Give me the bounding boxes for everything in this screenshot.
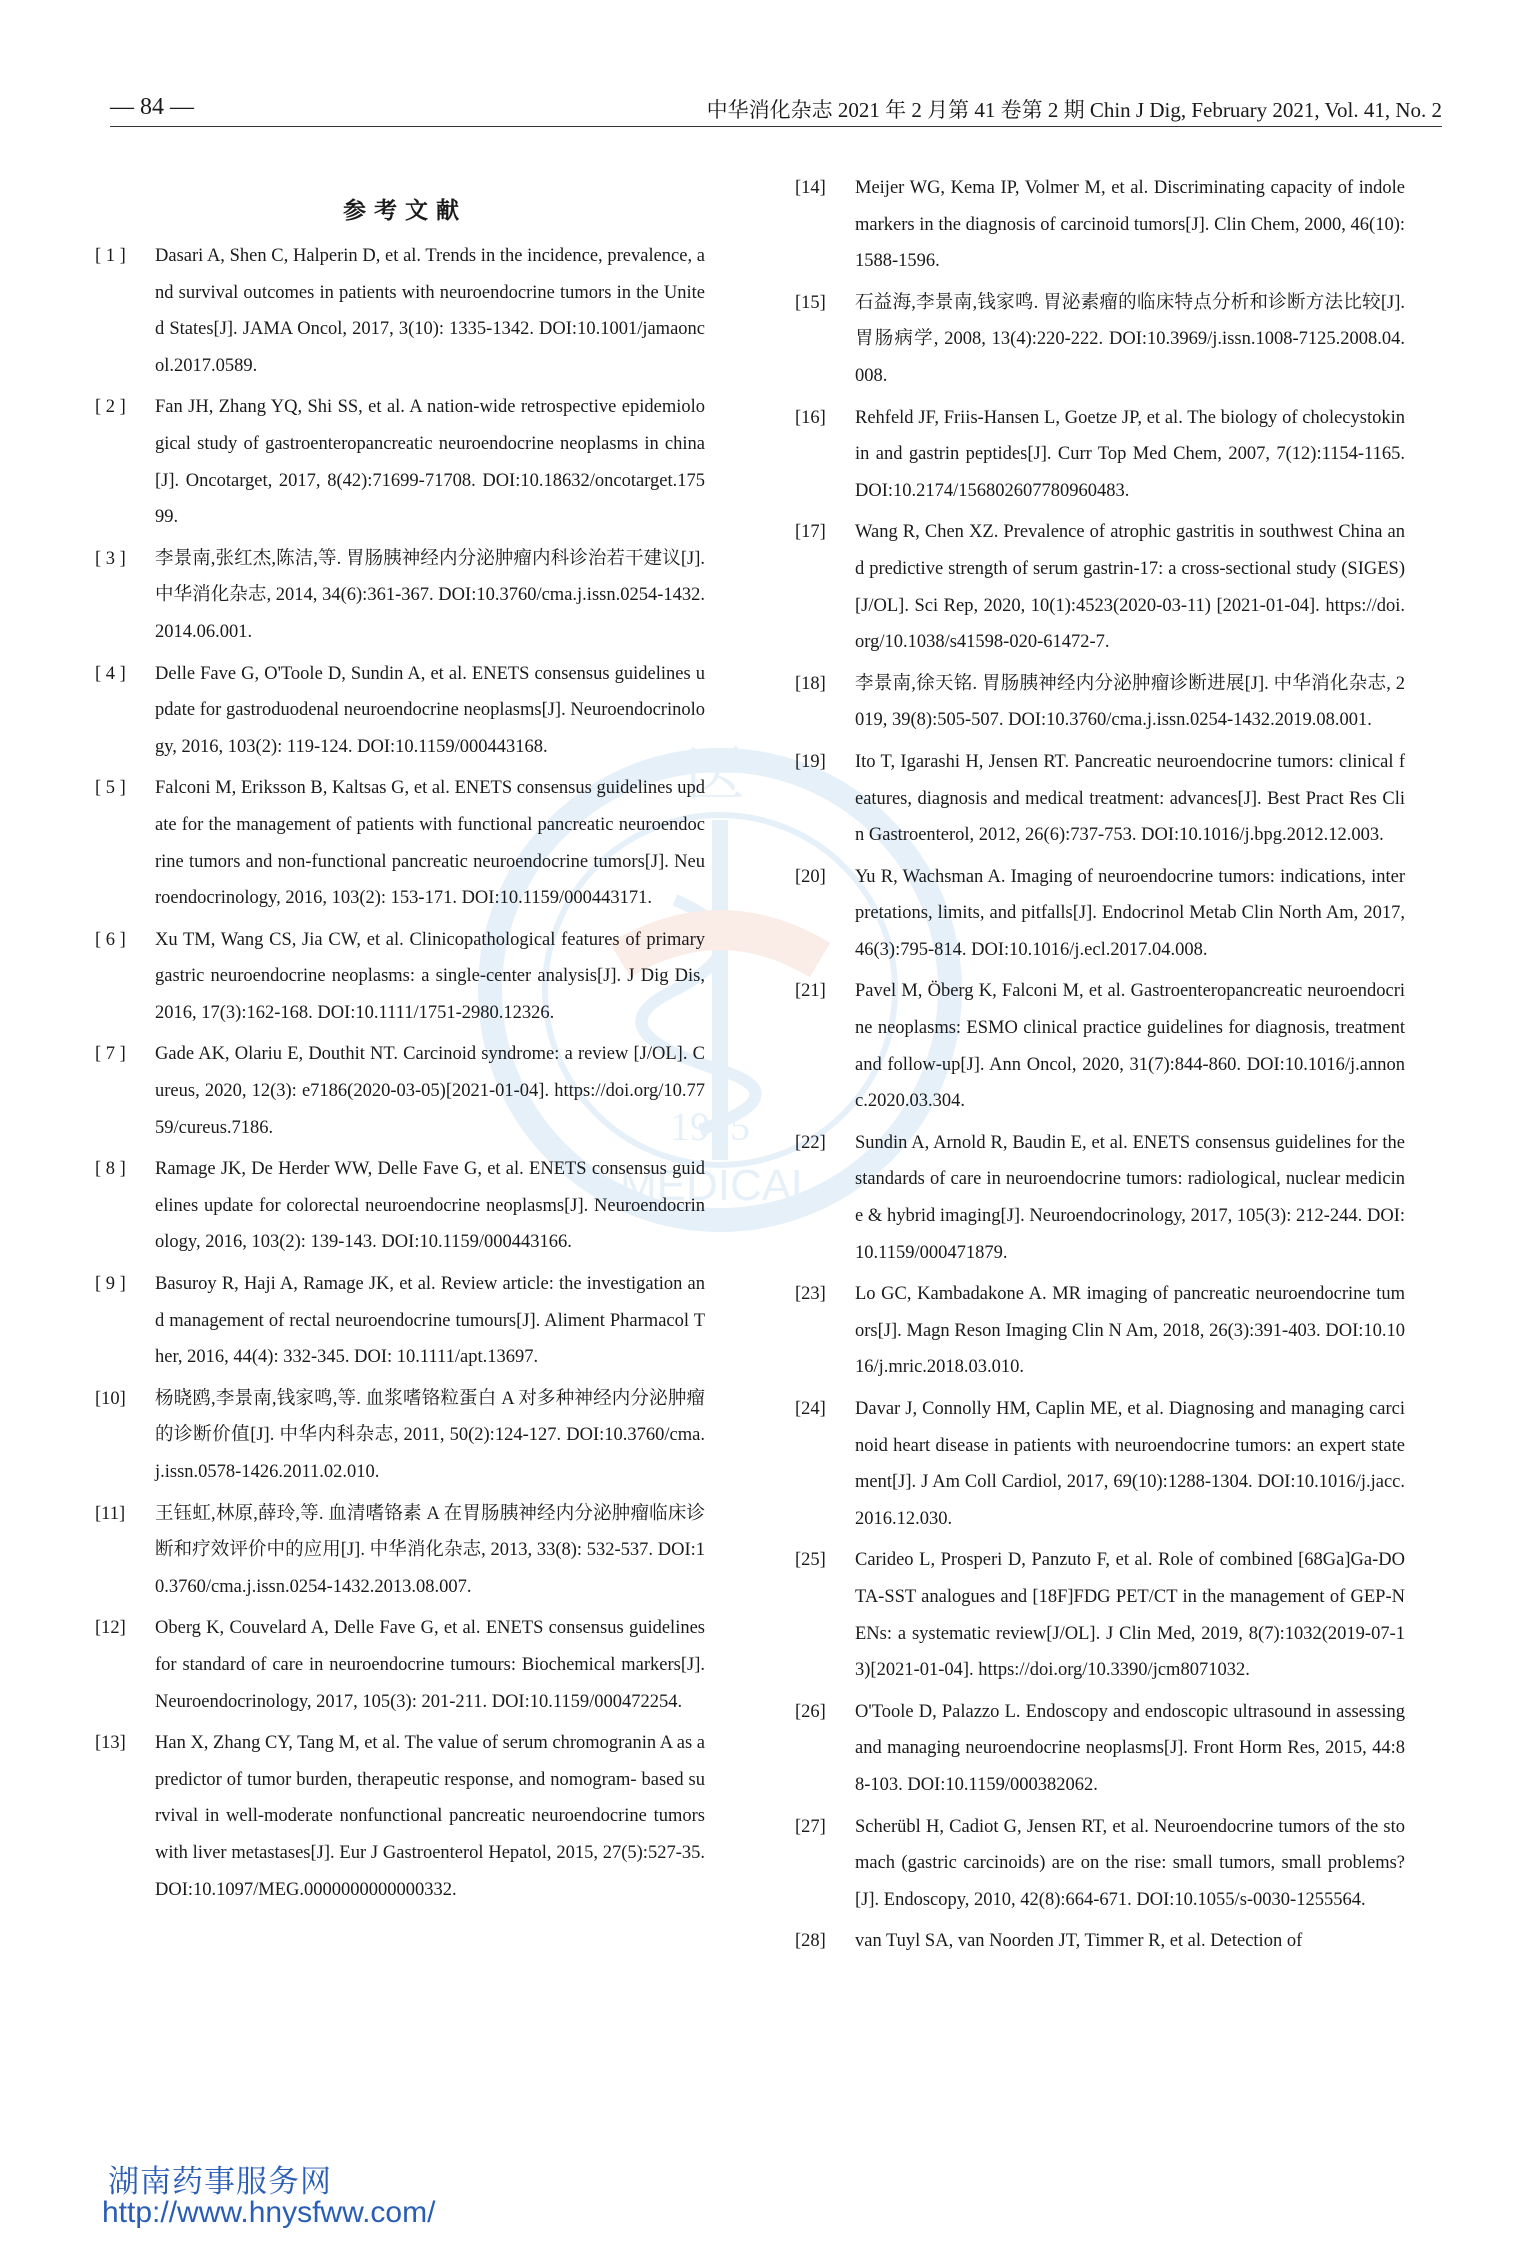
reference-item	[95, 1266, 705, 1376]
footer-url-link[interactable]: http://www.hnysfww.com/	[102, 2196, 436, 2229]
reference-item	[95, 541, 705, 651]
reference-text: Basuroy R, Haji A, Ramage JK, et al. Review article: the investigation and management of rectal neuroendocrine tumours[J]. Aliment Pharmacol Ther, 2016, 44(4): 332-345. DOI: 10.1111/apt.13697.	[155, 1274, 705, 1368]
reference-item	[795, 973, 1405, 1119]
reference-item	[95, 1381, 705, 1491]
reference-text: Rehfeld JF, Friis-Hansen L, Goetze JP, et al. The biology of cholecystokinin and gastrin peptides[J]. Curr Top Med Chem, 2007, 7(12):1154-1165. DOI:10.2174/156802607780960483.	[855, 407, 1405, 501]
watermark-year: 1915	[670, 1104, 750, 1149]
reference-number: [ 6 ]	[95, 929, 126, 950]
reference-item	[95, 1725, 705, 1908]
reference-text: Delle Fave G, O'Toole D, Sundin A, et al. ENETS consensus guidelines update for gastroduodenal neuroendocrine neoplasms[J]. Neuroendocrinology, 2016, 103(2): 119-124. DOI:10.1159/000443168.	[155, 663, 705, 757]
references-heading: 参考文献	[343, 198, 467, 223]
reference-item	[795, 1276, 1405, 1386]
reference-number: [20]	[795, 866, 826, 887]
reference-text: 李景南,徐天铭. 胃肠胰神经内分泌肿瘤诊断进展[J]. 中华消化杂志, 2019, 39(8):505-507. DOI:10.3760/cma.j.issn.0254-1432.2019.08.001.	[855, 673, 1405, 731]
watermark-glyph: 医	[685, 740, 745, 810]
reference-text: Davar J, Connolly HM, Caplin ME, et al. Diagnosing and managing carcinoid heart disease in patients with neuroendocrine tumors: an expert statement[J]. J Am Coll Cardiol, 2017, 69(10):1288-1304. DOI:10.1016/j.jacc.2016.12.030.	[855, 1399, 1405, 1529]
running-head	[110, 92, 1442, 127]
reference-text: Xu TM, Wang CS, Jia CW, et al. Clinicopathological features of primary gastric neuroendocrine neoplasms: a single-center analysis[J]. J Dig Dis, 2016, 17(3):162-168. DOI:10.1111/1751-2980.12326.	[155, 929, 705, 1023]
reference-text: Sundin A, Arnold R, Baudin E, et al. ENETS consensus guidelines for the standards of care in neuroendocrine tumors: radiological, nuclear medicine & hybrid imaging[J]. Neuroendocrinology, 2017, 105(3): 212-244. DOI: 10.1159/000471879.	[855, 1132, 1405, 1263]
reference-item	[795, 514, 1405, 660]
reference-item	[795, 1125, 1405, 1271]
reference-text: 杨晓鸥,李景南,钱家鸣,等. 血浆嗜铬粒蛋白 A 对多种神经内分泌肿瘤的诊断价值[J]. 中华内科杂志, 2011, 50(2):124-127. DOI:10.3760/cma.j.issn.0578-1426.2011.02.010.	[155, 1388, 705, 1482]
reference-number: [16]	[795, 407, 826, 428]
reference-text: Oberg K, Couvelard A, Delle Fave G, et al. ENETS consensus guidelines for standard of care in neuroendocrine tumours: Biochemical markers[J]. Neuroendocrinology, 2017, 105(3): 201-211. DOI:10.1159/000472254.	[155, 1618, 705, 1712]
reference-item	[795, 285, 1405, 395]
reference-number: [ 1 ]	[95, 246, 126, 266]
reference-text: Falconi M, Eriksson B, Kaltsas G, et al. ENETS consensus guidelines update for the management of patients with functional pancreatic neuroendocrine tumors and non-functional pancreatic neuroendocrine tumors[J]. Neuroendocrinology, 2016, 103(2): 153-171. DOI:10.1159/000443171.	[155, 778, 705, 909]
reference-text: O'Toole D, Palazzo L. Endoscopy and endoscopic ultrasound in assessing and managing neuroendocrine neoplasms[J]. Front Horm Res, 2015, 44:88-103. DOI:10.1159/000382062.	[855, 1701, 1405, 1795]
reference-number: [25]	[795, 1550, 826, 1571]
reference-number: [22]	[795, 1132, 826, 1153]
reference-text: 李景南,张红杰,陈洁,等. 胃肠胰神经内分泌肿瘤内科诊治若干建议[J]. 中华消化杂志, 2014, 34(6):361-367. DOI:10.3760/cma.j.issn.0254-1432.2014.06.001.	[155, 548, 705, 642]
reference-number: [ 9 ]	[95, 1274, 126, 1295]
reference-number: [ 5 ]	[95, 778, 126, 799]
reference-text: van Tuyl SA, van Noorden JT, Timmer R, et al. Detection of	[855, 1931, 1303, 1952]
reference-number: [21]	[795, 981, 826, 1002]
footer-site-name: 湖南药事服务网	[108, 2164, 332, 2200]
reference-text: 石益海,李景南,钱家鸣. 胃泌素瘤的临床特点分析和诊断方法比较[J]. 胃肠病学, 2008, 13(4):220-222. DOI:10.3969/j.issn.1008-7125.2008.04.008.	[855, 292, 1405, 386]
reference-item	[95, 1610, 705, 1720]
reference-item	[95, 1151, 705, 1261]
reference-number: [27]	[795, 1816, 826, 1837]
reference-text: Lo GC, Kambadakone A. MR imaging of pancreatic neuroendocrine tumors[J]. Magn Reson Imaging Clin N Am, 2018, 26(3):391-403. DOI:10.1016/j.mric.2018.03.010.	[855, 1284, 1405, 1378]
reference-item	[795, 1923, 1405, 1960]
reference-item	[795, 859, 1405, 969]
reference-number: [12]	[95, 1618, 126, 1639]
reference-text: Fan JH, Zhang YQ, Shi SS, et al. A nation-wide retrospective epidemiological study of gastroenteropancreatic neuroendocrine neoplasms in china[J]. Oncotarget, 2017, 8(42):71699-71708. DOI:10.18632/oncotarget.17599.	[155, 397, 705, 528]
page-number: — 84 —	[110, 94, 194, 120]
references-right-column	[795, 170, 1405, 1965]
reference-item	[95, 656, 705, 766]
reference-number: [14]	[795, 178, 826, 198]
reference-item	[95, 389, 705, 535]
reference-number: [26]	[795, 1701, 826, 1722]
reference-item	[795, 1542, 1405, 1688]
reference-item	[795, 1809, 1405, 1919]
reference-text: Han X, Zhang CY, Tang M, et al. The value of serum chromogranin A as a predictor of tumor burden, therapeutic response, and nomogram- based survival in well-moderate nonfunctional pancreatic neuroendocrine tumors with liver metastases[J]. Eur J Gastroenterol Hepatol, 2015, 27(5):527-35. DOI:10.1097/MEG.0000000000000332.	[155, 1733, 705, 1900]
reference-number: [15]	[795, 292, 826, 313]
reference-text: Ito T, Igarashi H, Jensen RT. Pancreatic neuroendocrine tumors: clinical features, diagnosis and medical treatment: advances[J]. Best Pract Res Clin Gastroenterol, 2012, 26(6):737-753. DOI:10.1016/j.bpg.2012.12.003.	[855, 751, 1405, 846]
reference-text: Pavel M, Öberg K, Falconi M, et al. Gastroenteropancreatic neuroendocrine neoplasms: ESMO clinical practice guidelines for diagnosis, treatment and follow-up[J]. Ann Oncol, 2020, 31(7):844-860. DOI:10.1016/j.annonc.2020.03.304.	[855, 981, 1405, 1112]
references-left-column	[95, 170, 705, 1913]
reference-number: [18]	[795, 673, 826, 694]
reference-text: Yu R, Wachsman A. Imaging of neuroendocrine tumors: indications, interpretations, limits, and pitfalls[J]. Endocrinol Metab Clin North Am, 2017, 46(3):795-814. DOI:10.1016/j.ecl.2017.04.008.	[855, 866, 1405, 960]
reference-item	[95, 1496, 705, 1606]
reference-item	[795, 744, 1405, 854]
reference-number: [19]	[795, 751, 826, 772]
reference-item	[95, 922, 705, 1032]
reference-text: Gade AK, Olariu E, Douthit NT. Carcinoid syndrome: a review [J/OL]. Cureus, 2020, 12(3): e7186(2020-03-05)[2021-01-04]. https://doi.org/10.7759/cureus.7186.	[155, 1044, 705, 1138]
reference-number: [17]	[795, 522, 826, 543]
reference-number: [11]	[95, 1503, 126, 1524]
reference-number: [ 8 ]	[95, 1159, 126, 1180]
reference-number: [24]	[795, 1399, 826, 1419]
reference-item	[795, 666, 1405, 739]
reference-number: [ 3 ]	[95, 548, 126, 569]
reference-item	[95, 770, 705, 916]
reference-item	[795, 1391, 1405, 1537]
reference-item	[795, 170, 1405, 280]
reference-text: Wang R, Chen XZ. Prevalence of atrophic gastritis in southwest China and predictive strength of serum gastrin-17: a cross-sectional study (SIGES)[J/OL]. Sci Rep, 2020, 10(1):4523(2020-03-11) [2021-01-04]. https://doi.org/10.1038/s41598-020-61472-7.	[855, 522, 1405, 653]
reference-number: [23]	[795, 1284, 826, 1305]
reference-text: Carideo L, Prosperi D, Panzuto F, et al. Role of combined [68Ga]Ga-DOTA-SST analogues and [18F]FDG PET/CT in the management of GEP-NENs: a systematic review[J/OL]. J Clin Med, 2019, 8(7):1032(2019-07-13)[2021-01-04]. https://doi.org/10.3390/jcm8071032.	[855, 1550, 1405, 1681]
watermark-word: MEDICAL	[620, 1161, 816, 1210]
reference-number: [ 4 ]	[95, 663, 126, 684]
reference-number: [ 2 ]	[95, 397, 126, 418]
reference-text: 王钰虹,林原,薛玲,等. 血清嗜铬素 A 在胃肠胰神经内分泌肿瘤临床诊断和疗效评价中的应用[J]. 中华消化杂志, 2013, 33(8): 532-537. DOI:10.3760/cma.j.issn.0254-1432.2013.08.007.	[155, 1503, 705, 1597]
reference-text: Ramage JK, De Herder WW, Delle Fave G, et al. ENETS consensus guidelines update for colorectal neuroendocrine neoplasms[J]. Neuroendocrinology, 2016, 103(2): 139-143. DOI:10.1159/000443166.	[155, 1159, 705, 1253]
reference-text: Dasari A, Shen C, Halperin D, et al. Trends in the incidence, prevalence, and survival outcomes in patients with neuroendocrine tumors in the United States[J]. JAMA Oncol, 2017, 3(10): 1335-1342. DOI:10.1001/jamaoncol.2017.0589.	[155, 246, 705, 376]
reference-text: Scherübl H, Cadiot G, Jensen RT, et al. Neuroendocrine tumors of the stomach (gastric carcinoids) are on the rise: small tumors, small problems? [J]. Endoscopy, 2010, 42(8):664-671. DOI:10.1055/s-0030-1255564.	[855, 1816, 1405, 1910]
reference-item	[95, 238, 705, 384]
reference-number: [13]	[95, 1733, 126, 1754]
reference-number: [ 7 ]	[95, 1044, 126, 1065]
reference-item	[95, 1036, 705, 1146]
reference-text: Meijer WG, Kema IP, Volmer M, et al. Discriminating capacity of indole markers in the diagnosis of carcinoid tumors[J]. Clin Chem, 2000, 46(10):1588-1596.	[855, 178, 1405, 272]
reference-item	[795, 1694, 1405, 1804]
reference-number: [28]	[795, 1931, 826, 1952]
journal-info: 中华消化杂志 2021 年 2 月第 41 卷第 2 期 Chin J Dig, February 2021, Vol. 41, No. 2	[706, 98, 1442, 122]
reference-number: [10]	[95, 1388, 126, 1409]
reference-item	[795, 400, 1405, 510]
